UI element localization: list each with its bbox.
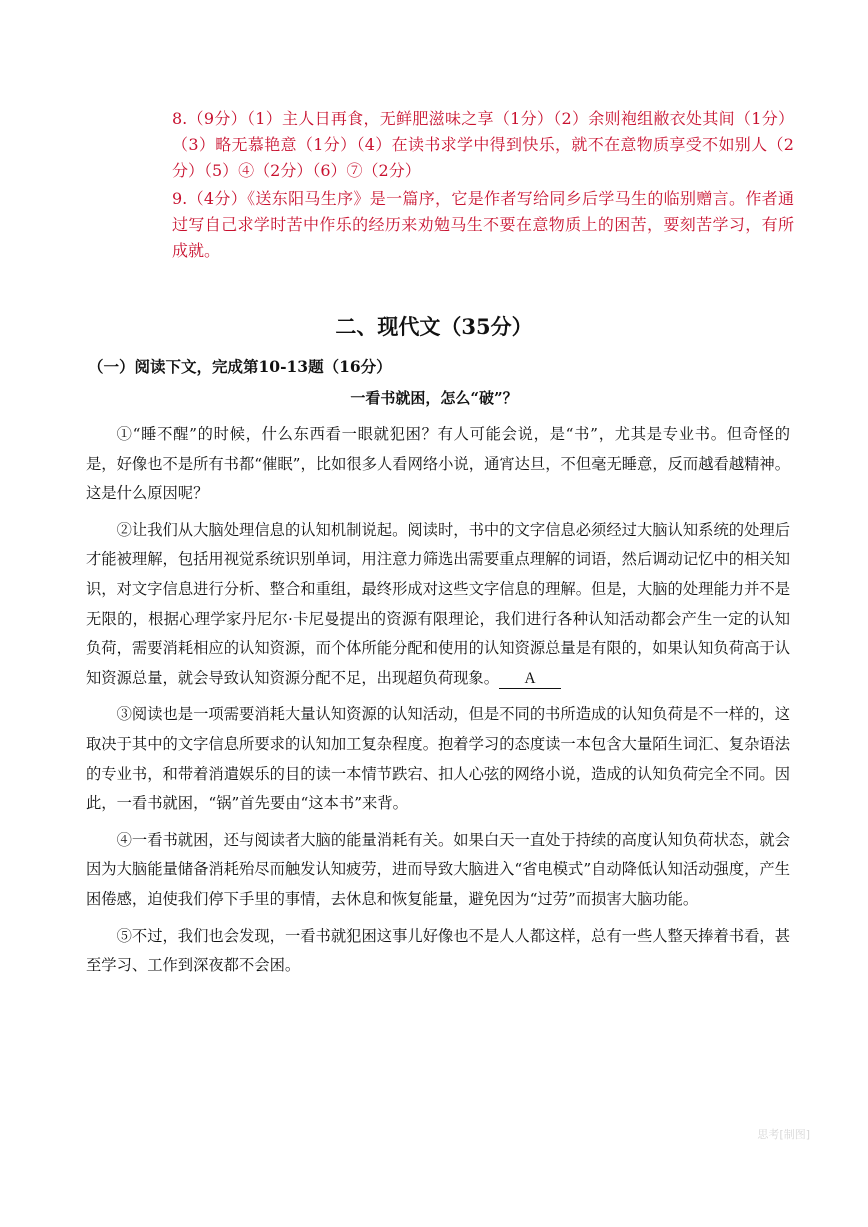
- article-title: 一看书就困，怎么“破”？: [350, 389, 518, 407]
- paragraph-4: ④一看书就困，还与阅读者大脑的能量消耗有关。如果白天一直处于持续的高度认知负荷状态，就会因为大脑能量储备消耗殆尽而触发认知疲劳，进而导致大脑进入“省电模式”自动降低认知活动强度，产生困倦感，迫使我们停下手里的事情，去休息和恢复能量，避免因为“过劳”而损害大脑功能。: [86, 830, 791, 908]
- paragraph-1: ①“睡不醒”的时候，什么东西看一眼就犯困？有人可能会说，是“书”，尤其是专业书。但奇怪的是，好像也不是所有书都“催眠”，比如很多人看网络小说，通宵达旦，不但毫无睡意，反而越看越精神。这是什么原因呢？: [86, 425, 791, 503]
- paragraph-3: ③阅读也是一项需要消耗大量认知资源的认知活动，但是不同的书所造成的认知负荷是不一样的，这取决于其中的文字信息所要求的认知加工复杂程度。抱着学习的态度读一本包含大量陌生词汇、复杂语法的专业书，和带着消遣娱乐的目的读一本情节跌宕、扣人心弦的网络小说，造成的认知负荷完全不同。因此，一看书就困，“锅”首先要由“这本书”来背。: [86, 705, 790, 813]
- paragraph-2: [86, 516, 790, 694]
- paragraph-5: ⑤不过，我们也会发现，一看书就犯困这事儿好像也不是人人都这样，总有一些人整天捧着书看，甚至学习、工作到深夜都不会困。: [86, 926, 790, 975]
- answer-q9: 9.（4分）《送东阳马生序》是一篇序，它是作者写给同乡后学马生的临别赠言。作者通过写自己求学时苦中作乐的经历来劝勉马生不要在意物质上的困苦，要刻苦学习，有所成就。: [172, 189, 794, 260]
- answer-q8: 8.（9分）（1）主人日再食，无鲜肥滋味之享（1分）（2）余则袍组敝衣处其间（1分）（3）略无慕艳意（1分）（4）在读书求学中得到快乐，就不在意物质享受不如别人（2分）（5）④（2分）（6）⑦（2分）: [172, 109, 794, 180]
- paragraph-2-text: ②让我们从大脑处理信息的认知机制说起。阅读时，书中的文字信息必须经过大脑认知系统的处理后才能被理解，包括用视觉系统识别单词，用注意力筛选出需要重点理解的词语，然后调动记忆中的相关知识，对文字信息进行分析、整合和重组，最终形成对这些文字信息的理解。但是，大脑的处理能力并不是无限的，根据心理学家丹尼尔·卡尼曼提出的资源有限理论，我们进行各种认知活动都会产生一定的认知负荷，需要消耗相应的认知资源，而个体所能分配和使用的认知资源总量是有限的，如果认知负荷高于认知资源总量，就会导致认知资源分配不足，出现超负荷现象。: [86, 520, 790, 687]
- section-subtitle: （一）阅读下文，完成第10-13题（16分）: [88, 357, 392, 376]
- article-body: [86, 420, 790, 988]
- section-title: 二、现代文（35分）: [335, 314, 533, 339]
- fill-blank-a: A: [499, 670, 561, 689]
- answer-key: [172, 106, 794, 266]
- watermark: 思考[制图]: [757, 1128, 810, 1141]
